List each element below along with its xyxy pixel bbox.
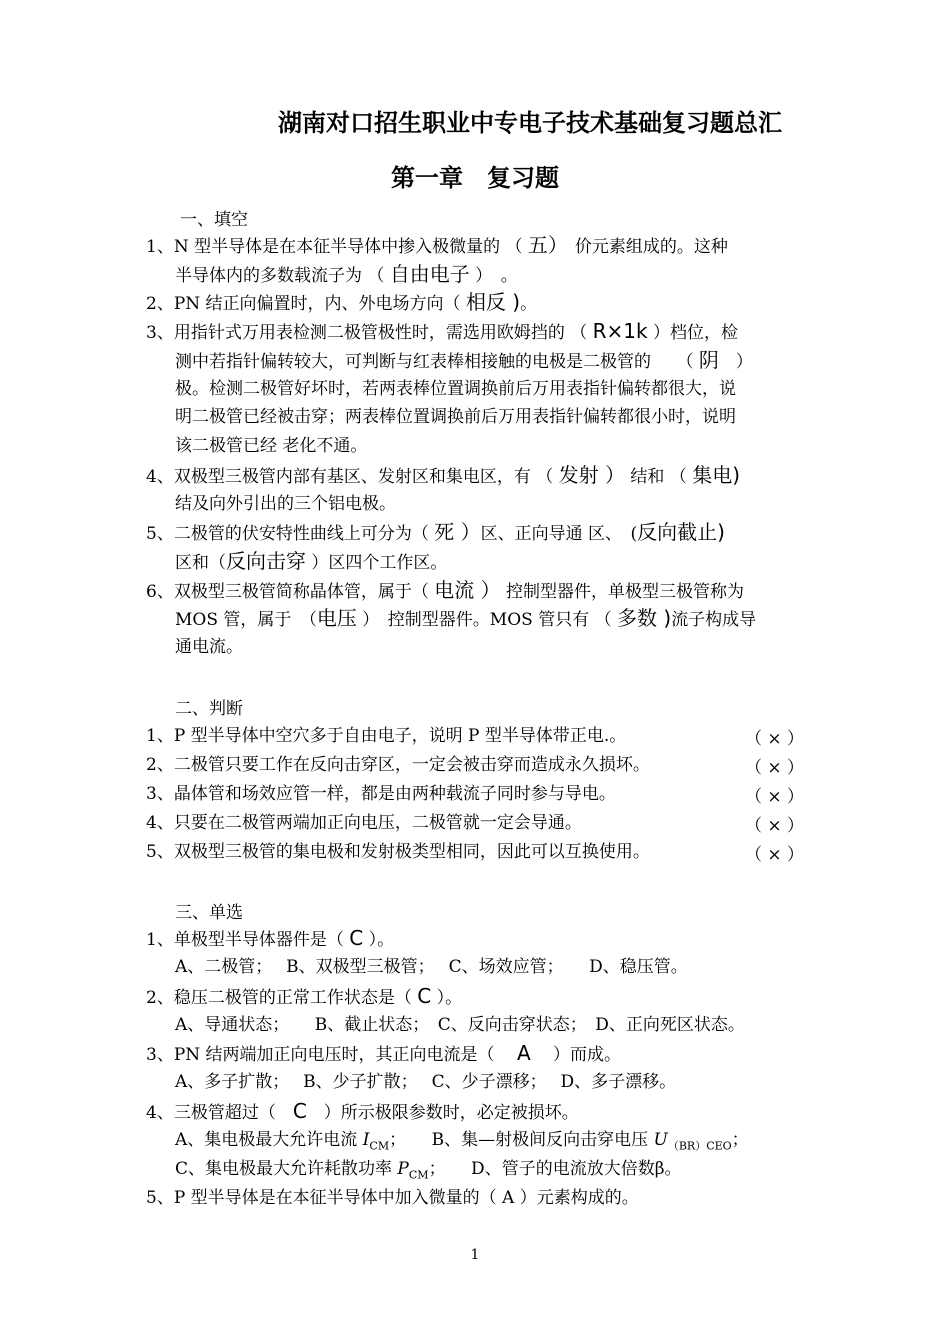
- section-single-choice: 三、单选: [175, 903, 243, 923]
- q6-line3: 通电流。: [175, 637, 243, 657]
- s4-options-ab: A、集电极最大允许电流 $I_{CM}$； B、集—射极间反向击穿电压 $U_{(BR)CEO}$；: [175, 1130, 749, 1153]
- s4-options-cd: C、集电极最大允许耗散功率 $P_{CM}$； D、管子的电流放大倍数β。: [175, 1159, 682, 1182]
- answer: C: [417, 984, 432, 1008]
- document-title: 湖南对口招生职业中专电子技术基础复习题总汇: [278, 109, 782, 137]
- answer: R×1k: [592, 319, 648, 343]
- page-number: 1: [470, 1247, 480, 1263]
- judge-mark: （ × ）: [745, 816, 805, 836]
- q3-line3: 极。检测二极管好坏时，若两表棒位置调换前后万用表指针偏转都很大，说: [175, 379, 736, 399]
- judge-item: 1、P 型半导体中空穴多于自由电子，说明 P 型半导体带正电.。: [146, 726, 627, 746]
- answer: 反向截止): [637, 520, 725, 544]
- judge-item: 2、二极管只要工作在反向击穿区，一定会被击穿而造成永久损坏。: [146, 755, 650, 775]
- judge-item: 3、晶体管和场效应管一样，都是由两种载流子同时参与导电。: [146, 784, 616, 804]
- q5-line2: 区和（反向击穿 ）区四个工作区。: [175, 549, 448, 573]
- q3-line4: 明二极管已经被击穿；两表棒位置调换前后万用表指针偏转都很小时，说明: [175, 407, 736, 427]
- q3-line1: 3、用指针式万用表检测二极管极性时，需选用欧姆挡的 （ R×1k ）档位，检: [146, 319, 738, 343]
- q5-line1: 5、二极管的伏安特性曲线上可分为（ 死 ）区、正向导通 区、 (反向截止): [146, 520, 725, 544]
- q4-line2: 结及向外引出的三个铝电极。: [175, 494, 396, 514]
- s5-question: 5、P 型半导体是在本征半导体中加入微量的（ A ）元素构成的。: [146, 1188, 639, 1208]
- q6-line1: 6、双极型三极管简称晶体管，属于（ 电流 ） 控制型器件，单极型三极管称为: [146, 578, 744, 602]
- judge-item: 5、双极型三极管的集电极和发射极类型相同，因此可以互换使用。: [146, 842, 650, 862]
- s3-options: A、多子扩散； B、少子扩散； C、少子漂移； D、多子漂移。: [175, 1072, 677, 1092]
- answer: C: [292, 1099, 307, 1123]
- answer: 电流 ）: [434, 578, 501, 602]
- s1-options: A、二极管； B、双极型三极管； C、场效应管； D、稳压管。: [175, 957, 688, 977]
- section-judge: 二、判断: [175, 699, 243, 719]
- answer: 多数 ): [617, 606, 672, 630]
- answer: A: [516, 1041, 531, 1065]
- q1-line2: 半导体内的多数载流子为 （ 自由电子 ） 。: [175, 262, 518, 286]
- judge-mark: （ × ）: [745, 845, 805, 865]
- answer: 集电): [692, 463, 741, 487]
- judge-mark: （ × ）: [745, 729, 805, 749]
- answer: 反向击穿: [226, 549, 306, 573]
- judge-mark: （ × ）: [745, 787, 805, 807]
- q6-line2: MOS 管，属于 （电压 ） 控制型器件。MOS 管只有 （ 多数 )流子构成导: [175, 606, 757, 630]
- answer: 相反 ): [465, 290, 521, 314]
- section-fill-blank: 一、填空: [180, 210, 248, 230]
- q1-line1: 1、N 型半导体是在本征半导体中掺入极微量的 （ 五） 价元素组成的。这种: [146, 233, 728, 257]
- judge-mark: （ × ）: [745, 758, 805, 778]
- answer: 电压: [316, 606, 357, 630]
- answer: 死 ）: [434, 520, 481, 544]
- q2-line1: 2、PN 结正向偏置时，内、外电场方向（ 相反 )。: [146, 290, 538, 314]
- s1-question: 1、单极型半导体器件是（ C ）。: [146, 926, 395, 950]
- chapter-title: 第一章 复习题: [391, 164, 559, 192]
- s2-options: A、导通状态； B、截止状态； C、反向击穿状态； D、正向死区状态。: [175, 1015, 745, 1035]
- q3-line5: 该二极管已经 老化不通。: [175, 436, 368, 456]
- answer: 阴: [698, 348, 719, 372]
- answer: 五）: [527, 233, 558, 257]
- q4-line1: 4、双极型三极管内部有基区、发射区和集电区，有 （ 发射 ） 结和 （ 集电): [146, 463, 741, 487]
- answer: 自由电子: [389, 262, 470, 286]
- s4-question: 4、三极管超过（ C ）所示极限参数时，必定被损坏。: [146, 1099, 579, 1123]
- answer: 发射 ）: [558, 463, 625, 487]
- q3-line2: 测中若指针偏转较大，可判断与红表棒相接触的电极是二极管的 （ 阴 ）: [175, 348, 753, 372]
- s3-question: 3、PN 结两端加正向电压时，其正向电流是（ A ）而成。: [146, 1041, 622, 1065]
- s2-question: 2、稳压二极管的正常工作状态是（ C ）。: [146, 984, 463, 1008]
- judge-item: 4、只要在二极管两端加正向电压，二极管就一定会导通。: [146, 813, 582, 833]
- answer: C: [349, 926, 364, 950]
